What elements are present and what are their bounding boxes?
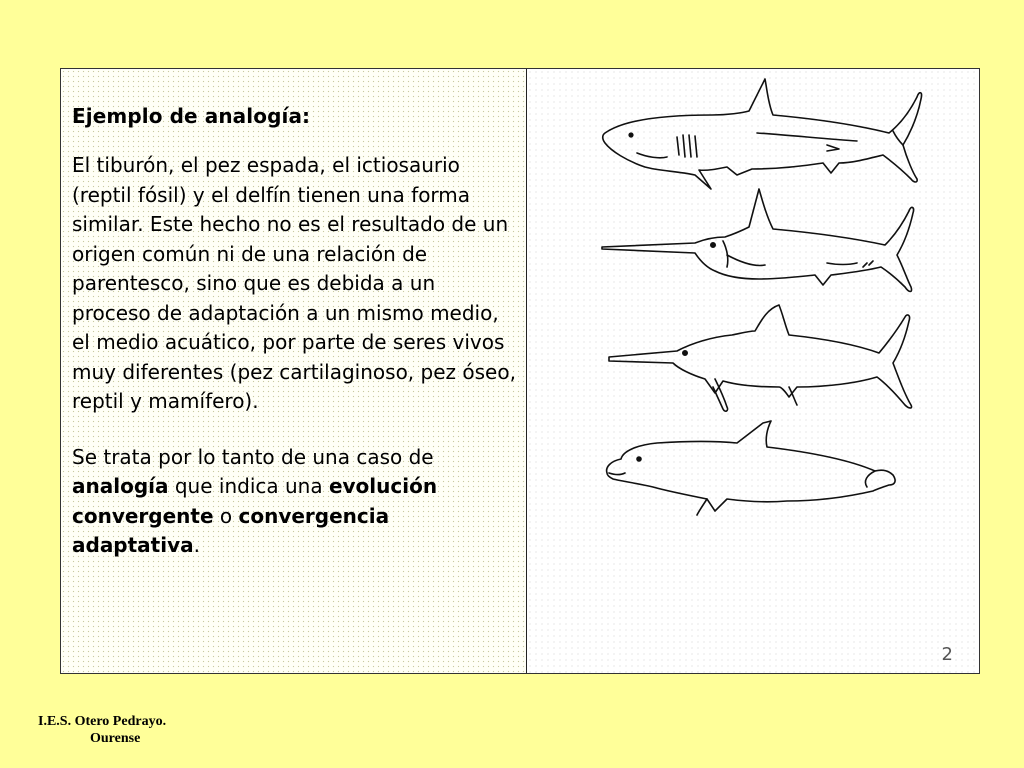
dolphin-icon xyxy=(527,415,979,519)
conclusion-text-2: que indica una xyxy=(168,474,329,498)
page-number: 2 xyxy=(941,644,953,665)
footer-city: Ourense xyxy=(90,731,141,746)
ichthyosaur-icon xyxy=(527,295,979,419)
footer-school-name: I.E.S. Otero Pedrayo. xyxy=(38,714,167,729)
paragraph-analogy-description: El tiburón, el pez espada, el ictiosaurio (reptil fósil) y el delfín tienen una forma similar. Este hecho no es el resultado de un origen común ni de una relación de parentesco, sino que es debida a un proceso de adaptación a un mismo medio, el medio acuático, por parte de seres vivos muy diferentes (pez cartilaginoso, pez óseo, reptil y mamífero). xyxy=(72,153,516,413)
paragraph-conclusion xyxy=(72,443,518,561)
term-evolucion-convergente: evolución convergente xyxy=(72,474,438,528)
footer-institution xyxy=(38,713,166,747)
term-convergencia-adaptativa: convergencia adaptativa xyxy=(72,503,390,557)
conclusion-text-3: o xyxy=(213,503,239,528)
illustration-panel xyxy=(527,69,979,673)
swordfish-icon xyxy=(527,183,979,301)
slide-frame xyxy=(60,68,980,674)
conclusion-text-1: Se trata por lo tanto de una caso de xyxy=(72,444,434,469)
conclusion-text-4: . xyxy=(193,533,200,557)
term-analogia: analogía xyxy=(72,474,169,498)
slide-heading: Ejemplo de analogía: xyxy=(72,104,311,128)
shark-icon xyxy=(527,75,979,193)
text-panel xyxy=(61,69,527,673)
